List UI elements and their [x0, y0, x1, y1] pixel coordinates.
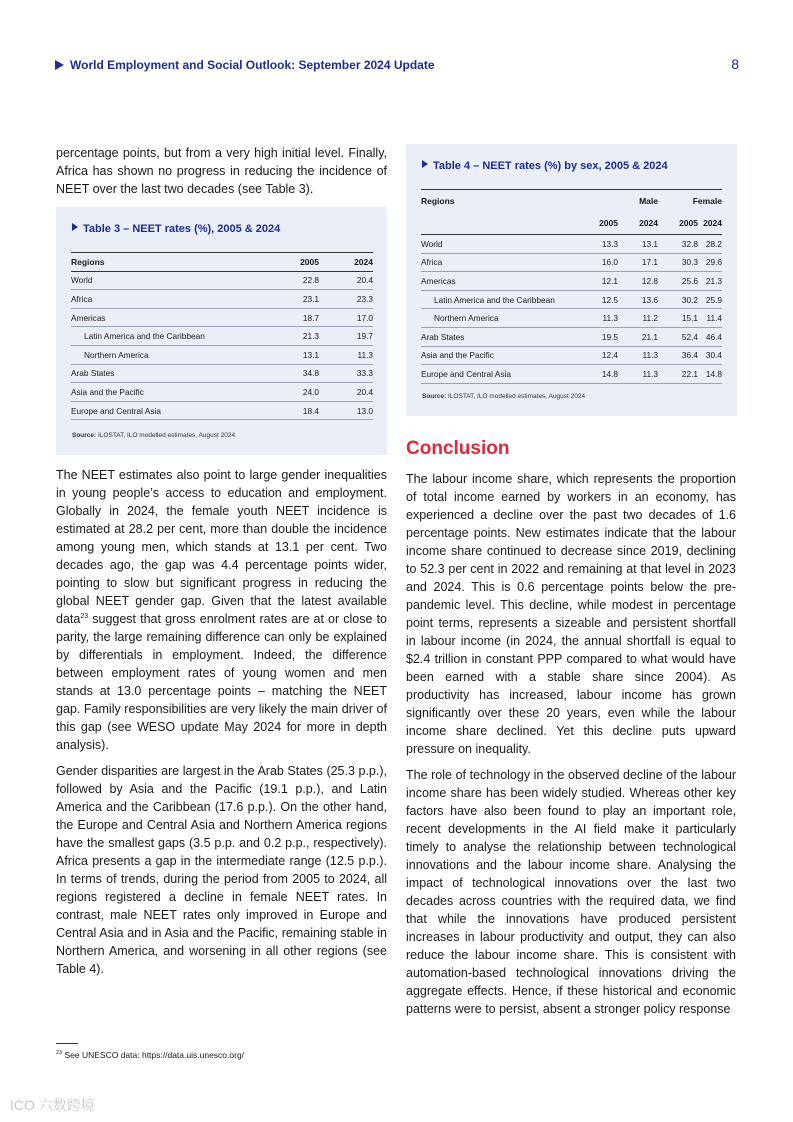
- table4-cell-female-2005: 25.6: [658, 272, 698, 291]
- table3-cell-2005: 13.1: [261, 345, 319, 364]
- conclusion-heading: Conclusion: [406, 438, 510, 459]
- table4-row: [421, 253, 722, 272]
- table4-cell-male-2024: 11.2: [618, 309, 658, 328]
- table4-cell-male-2005: 12.5: [579, 290, 618, 309]
- table3-row: [71, 327, 373, 346]
- table4-cell-male-2024: 21.1: [618, 327, 658, 346]
- table4-cell-region: Americas: [421, 272, 579, 291]
- table4-cell-male-2005: 19.5: [579, 327, 618, 346]
- table4-cell-female-2024: 30.4: [698, 346, 722, 365]
- report-title: World Employment and Social Outlook: September 2024 Update: [70, 58, 435, 72]
- table4-cell-region: World: [421, 235, 579, 254]
- header-triangle-icon: [55, 60, 64, 70]
- table4-cell-region: Asia and the Pacific: [421, 346, 579, 365]
- table4-cell-male-2024: 11.3: [618, 346, 658, 365]
- table3-cell-2005: 18.7: [261, 308, 319, 327]
- left-body-text: [56, 466, 387, 978]
- footnote: $^{23}$ See UNESCO data: https://data.uis.unesco.org/: [56, 1050, 245, 1060]
- table3-cell-2024: 20.4: [319, 271, 373, 290]
- table4-row: [421, 272, 722, 291]
- table4-cell-female-2005: 52.4: [658, 327, 698, 346]
- table4-cell-male-2005: 14.8: [579, 365, 618, 384]
- table3-cell-2024: 23.3: [319, 290, 373, 309]
- table4: [421, 189, 722, 384]
- table4-cell-region: Latin America and the Caribbean: [421, 290, 579, 309]
- table4-row: [421, 365, 722, 384]
- left-intro-text: [56, 144, 387, 198]
- table4-cell-female-2024: 46.4: [698, 327, 722, 346]
- table4-row: [421, 290, 722, 309]
- paragraph-gender-inequalities: The NEET estimates also point to large gender inequalities in young people’s access to education and employment. Globally in 2024, the female youth NEET incidence is estimated at 28.2 per cent, more than double the incidence among young men, which stands at 13.1 per cent. Two decades ago, the gap was 4.4 percentage points wider, pointing to slow but significant progress in reducing the global NEET gender gap. Given that the latest available data$^{23}$ suggest that gross enrolment rates are at or close to parity, the large remaining difference can only be explained by differentials in employment. Indeed, the difference between employment rates of young women and men stands at 13.0 percentage points – matching the NEET gap. Family responsibilities are very likely the main driver of this gap (see WESO update May 2024 for more in depth analysis).: [56, 468, 387, 752]
- table3-cell-region: Americas: [71, 308, 261, 327]
- table4-cell-region: Arab States: [421, 327, 579, 346]
- table3-header-regions: Regions: [71, 253, 261, 272]
- table4-year-male-2005: 2005: [579, 212, 618, 235]
- table4-cell-male-2005: 13.3: [579, 235, 618, 254]
- table4-cell-female-2024: 28.2: [698, 235, 722, 254]
- table4-header-row-years: [421, 212, 722, 235]
- table4-cell-region: Africa: [421, 253, 579, 272]
- table3-row: [71, 290, 373, 309]
- footnote-divider: [56, 1043, 78, 1044]
- intro-paragraph: percentage points, but from a very high initial level. Finally, Africa has shown no progress in reducing the incidence of NEET over the last two decades (see Table 3).: [56, 146, 387, 196]
- table3-cell-region: Arab States: [71, 364, 261, 383]
- table3-cell-region: Northern America: [71, 345, 261, 364]
- paragraph-gender-disparities: Gender disparities are largest in the Arab States (25.3 p.p.), followed by Asia and the Pacific (19.1 p.p.), and Latin America and the Caribbean (17.6 p.p.). On the other hand, the Europe and Central Asia and Northern America regions have the smallest gaps (3.5 p.p. and 0.2 p.p., respectively). Africa presents a gap in the intermediate range (12.5 p.p.). In terms of trends, during the period from 2005 to 2024, all regions registered a decline in female NEET rates. In contrast, male NEET rates only improved in Europe and Central Asia and in Asia and the Pacific, remaining stable in Northern America, and worsening in all other regions (see Table 4).: [56, 764, 387, 976]
- table3-row: [71, 345, 373, 364]
- table3-row: [71, 401, 373, 420]
- table4-cell-female-2024: 29.6: [698, 253, 722, 272]
- table4-cell-female-2024: 11.4: [698, 309, 722, 328]
- table3-cell-2005: 21.3: [261, 327, 319, 346]
- table3-cell-2005: 22.8: [261, 271, 319, 290]
- table4-cell-male-2024: 13.6: [618, 290, 658, 309]
- page-number: 8: [731, 56, 739, 72]
- table3: [71, 252, 373, 420]
- table3-cell-2024: 33.3: [319, 364, 373, 383]
- table4-cell-male-2005: 11.3: [579, 309, 618, 328]
- table3-cell-region: Asia and the Pacific: [71, 383, 261, 402]
- table3-row: [71, 364, 373, 383]
- table4-cell-female-2005: 36.4: [658, 346, 698, 365]
- table-triangle-icon: [422, 160, 428, 168]
- table3-cell-2024: 17.0: [319, 308, 373, 327]
- table3-title: Table 3 – NEET rates (%), 2005 & 2024: [72, 223, 280, 235]
- table4-cell-male-2005: 12.4: [579, 346, 618, 365]
- table3-cell-2024: 11.3: [319, 345, 373, 364]
- table3-row: [71, 271, 373, 290]
- table4-cell-female-2005: 22.1: [658, 365, 698, 384]
- table4-box: [406, 144, 737, 416]
- table4-title: Table 4 – NEET rates (%) by sex, 2005 & 2024: [422, 160, 668, 172]
- table4-row: [421, 346, 722, 365]
- table4-cell-female-2005: 30.2: [658, 290, 698, 309]
- table4-cell-male-2005: 16.0: [579, 253, 618, 272]
- table3-cell-2005: 24.0: [261, 383, 319, 402]
- table3-cell-2024: 19.7: [319, 327, 373, 346]
- table3-cell-2005: 18.4: [261, 401, 319, 420]
- table4-row: [421, 235, 722, 254]
- table4-header-row-groups: [421, 190, 722, 213]
- table3-source: Source: ILOSTAT, ILO modelled estimates, August 2024: [72, 432, 236, 439]
- table4-header-regions: Regions: [421, 190, 579, 213]
- table4-year-female-2005: 2005: [658, 212, 698, 235]
- table4-cell-male-2024: 13.1: [618, 235, 658, 254]
- table3-cell-region: Latin America and the Caribbean: [71, 327, 261, 346]
- table4-cell-female-2024: 25.9: [698, 290, 722, 309]
- table3-cell-2024: 20.4: [319, 383, 373, 402]
- table4-cell-female-2024: 21.3: [698, 272, 722, 291]
- table3-row: [71, 383, 373, 402]
- table4-row: [421, 327, 722, 346]
- table3-cell-region: Africa: [71, 290, 261, 309]
- watermark-logo: ICO 六数跨境: [10, 1097, 95, 1113]
- table3-cell-2005: 23.1: [261, 290, 319, 309]
- table4-source: Source: ILOSTAT, ILO modelled estimates, August 2024: [422, 393, 586, 400]
- running-header: [55, 57, 739, 75]
- footnote-text: See UNESCO data: https://data.uis.unesco.org/: [62, 1050, 245, 1060]
- table4-year-male-2024: 2024: [618, 212, 658, 235]
- table3-header-2024: 2024: [319, 253, 373, 272]
- table3-header-2005: 2005: [261, 253, 319, 272]
- right-body-text: [406, 470, 736, 1018]
- table4-row: [421, 309, 722, 328]
- footnote-ref[interactable]: 23: [80, 612, 89, 620]
- table3-box: [56, 207, 387, 455]
- table3-cell-2005: 34.8: [261, 364, 319, 383]
- table4-cell-male-2024: 17.1: [618, 253, 658, 272]
- table4-header-female: Female: [658, 190, 722, 213]
- table4-cell-region: Northern America: [421, 309, 579, 328]
- table-triangle-icon: [72, 223, 78, 231]
- table3-row: [71, 308, 373, 327]
- table4-cell-female-2005: 15.1: [658, 309, 698, 328]
- table4-cell-male-2005: 12.1: [579, 272, 618, 291]
- table4-header-male: Male: [618, 190, 658, 213]
- table4-cell-female-2005: 30.3: [658, 253, 698, 272]
- table4-cell-region: Europe and Central Asia: [421, 365, 579, 384]
- table3-header-row: [71, 253, 373, 272]
- table4-cell-male-2024: 12.8: [618, 272, 658, 291]
- paragraph-labour-income-share: The labour income share, which represents the proportion of total income earned by workers in an economy, has experienced a decline over the past two decades of 1.6 percentage points. New estimates indicate that the labour income share continued to decrease since 2019, declining to 52.3 per cent in 2022 and remaining at that level in 2023 and 2024. This is 0.6 percentage points below the pre-pandemic level. This decline, while modest in percentage point terms, represents a sizeable and persistent shortfall in labour income (in 2024, the annual shortfall is equal to $2.4 trillion in constant PPP compared to what would have been earned with a stable share since 2004). As productivity has increased, labour income has grown significantly over these 20 years, even while the labour income share declined. Yet this decline puts upward pressure on inequality.: [406, 472, 736, 756]
- table4-year-female-2024: 2024: [698, 212, 722, 235]
- table4-cell-female-2024: 14.8: [698, 365, 722, 384]
- table4-cell-female-2005: 32.8: [658, 235, 698, 254]
- table3-cell-2024: 13.0: [319, 401, 373, 420]
- paragraph-technology-role: The role of technology in the observed decline of the labour income share has been widely studied. Whereas other key factors have also been found to play an important role, recent developments in the AI field make it particularly timely to analyse the relationship between technological innovations and the labour income share. Analysing the impact of technological innovations over the last two decades across countries with the required data, we find that while the innovations have produced persistent increases in labour productivity and output, they can also reduce the labour income share. This is consistent with automation-based technological innovations driving the aggregate effects. Hence, if these historical and economic patterns were to persist, absent a stronger policy response: [406, 768, 736, 1016]
- table4-cell-male-2024: 11.3: [618, 365, 658, 384]
- table3-cell-region: World: [71, 271, 261, 290]
- table3-cell-region: Europe and Central Asia: [71, 401, 261, 420]
